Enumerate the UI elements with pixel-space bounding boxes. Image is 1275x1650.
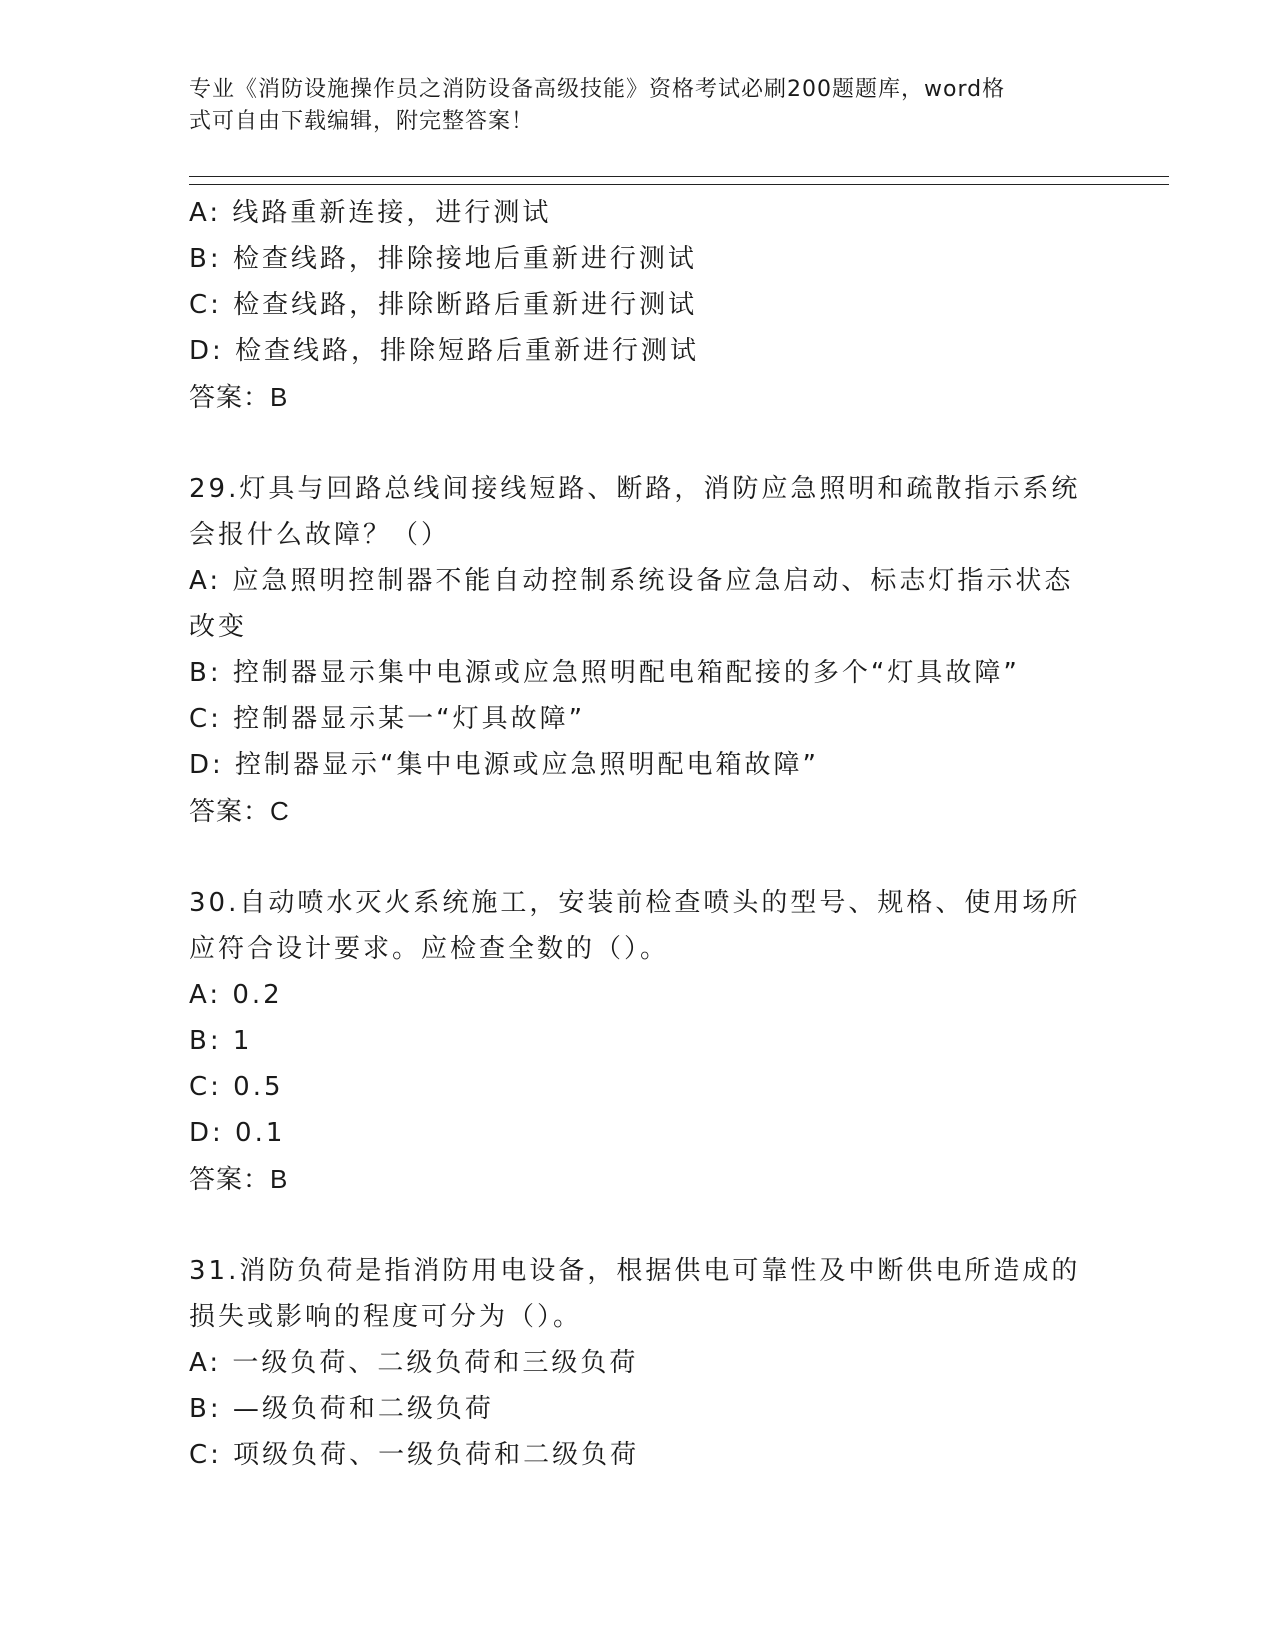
option-c: C: 控制器显示某一“灯具故障”	[189, 704, 586, 734]
question-stem-line-1: 29.灯具与回路总线间接线短路、断路，消防应急照明和疏散指示系统	[189, 474, 1081, 504]
option-a-continued: 改变	[189, 612, 248, 642]
question-stem-line-2: 损失或影响的程度可分为（）。	[189, 1302, 583, 1332]
question-stem-line-2: 应符合设计要求。应检查全数的（）。	[189, 934, 670, 964]
option-d: D: 检查线路，排除短路后重新进行测试	[189, 336, 700, 366]
header-line-2: 式可自由下载编辑，附完整答案！	[189, 109, 535, 134]
document-header	[189, 74, 1079, 138]
question-list	[189, 190, 1089, 1478]
option-c: C: 0.5	[189, 1072, 284, 1102]
spacer	[189, 1202, 1089, 1248]
question-31	[189, 1248, 1089, 1478]
option-c: C: 检查线路，排除断路后重新进行测试	[189, 290, 698, 320]
question-30	[189, 880, 1089, 1202]
question-stem-line-1: 30.自动喷水灭火系统施工，安装前检查喷头的型号、规格、使用场所	[189, 888, 1081, 918]
option-a: A: 应急照明控制器不能自动控制系统设备应急启动、标志灯指示状态	[189, 566, 1074, 596]
question-29	[189, 466, 1089, 834]
answer: 答案：C	[189, 796, 290, 826]
question-stem-line-2: 会报什么故障？（）	[189, 520, 451, 550]
question-stem-line-1: 31.消防负荷是指消防用电设备，根据供电可靠性及中断供电所造成的	[189, 1256, 1081, 1286]
answer: 答案：B	[189, 382, 289, 412]
option-a: A: 0.2	[189, 980, 283, 1010]
option-b: B: 检查线路，排除接地后重新进行测试	[189, 244, 697, 274]
option-a: A: 线路重新连接，进行测试	[189, 198, 552, 228]
option-a: A: 一级负荷、二级负荷和三级负荷	[189, 1348, 639, 1378]
spacer	[189, 420, 1089, 466]
header-divider-top	[189, 176, 1169, 177]
header-divider-bottom	[189, 184, 1169, 185]
spacer	[189, 834, 1089, 880]
option-b: B: —级负荷和二级负荷	[189, 1394, 494, 1424]
option-b: B: 1	[189, 1026, 253, 1056]
option-b: B: 控制器显示集中电源或应急照明配电箱配接的多个“灯具故障”	[189, 658, 1020, 688]
option-c: C: 项级负荷、一级负荷和二级负荷	[189, 1440, 640, 1470]
header-line-1: 专业《消防设施操作员之消防设备高级技能》资格考试必刷200题题库，word格	[189, 77, 1006, 102]
answer: 答案：B	[189, 1164, 289, 1194]
option-d: D: 控制器显示“集中电源或应急照明配电箱故障”	[189, 750, 819, 780]
option-d: D: 0.1	[189, 1118, 286, 1148]
question-28	[189, 190, 1089, 420]
